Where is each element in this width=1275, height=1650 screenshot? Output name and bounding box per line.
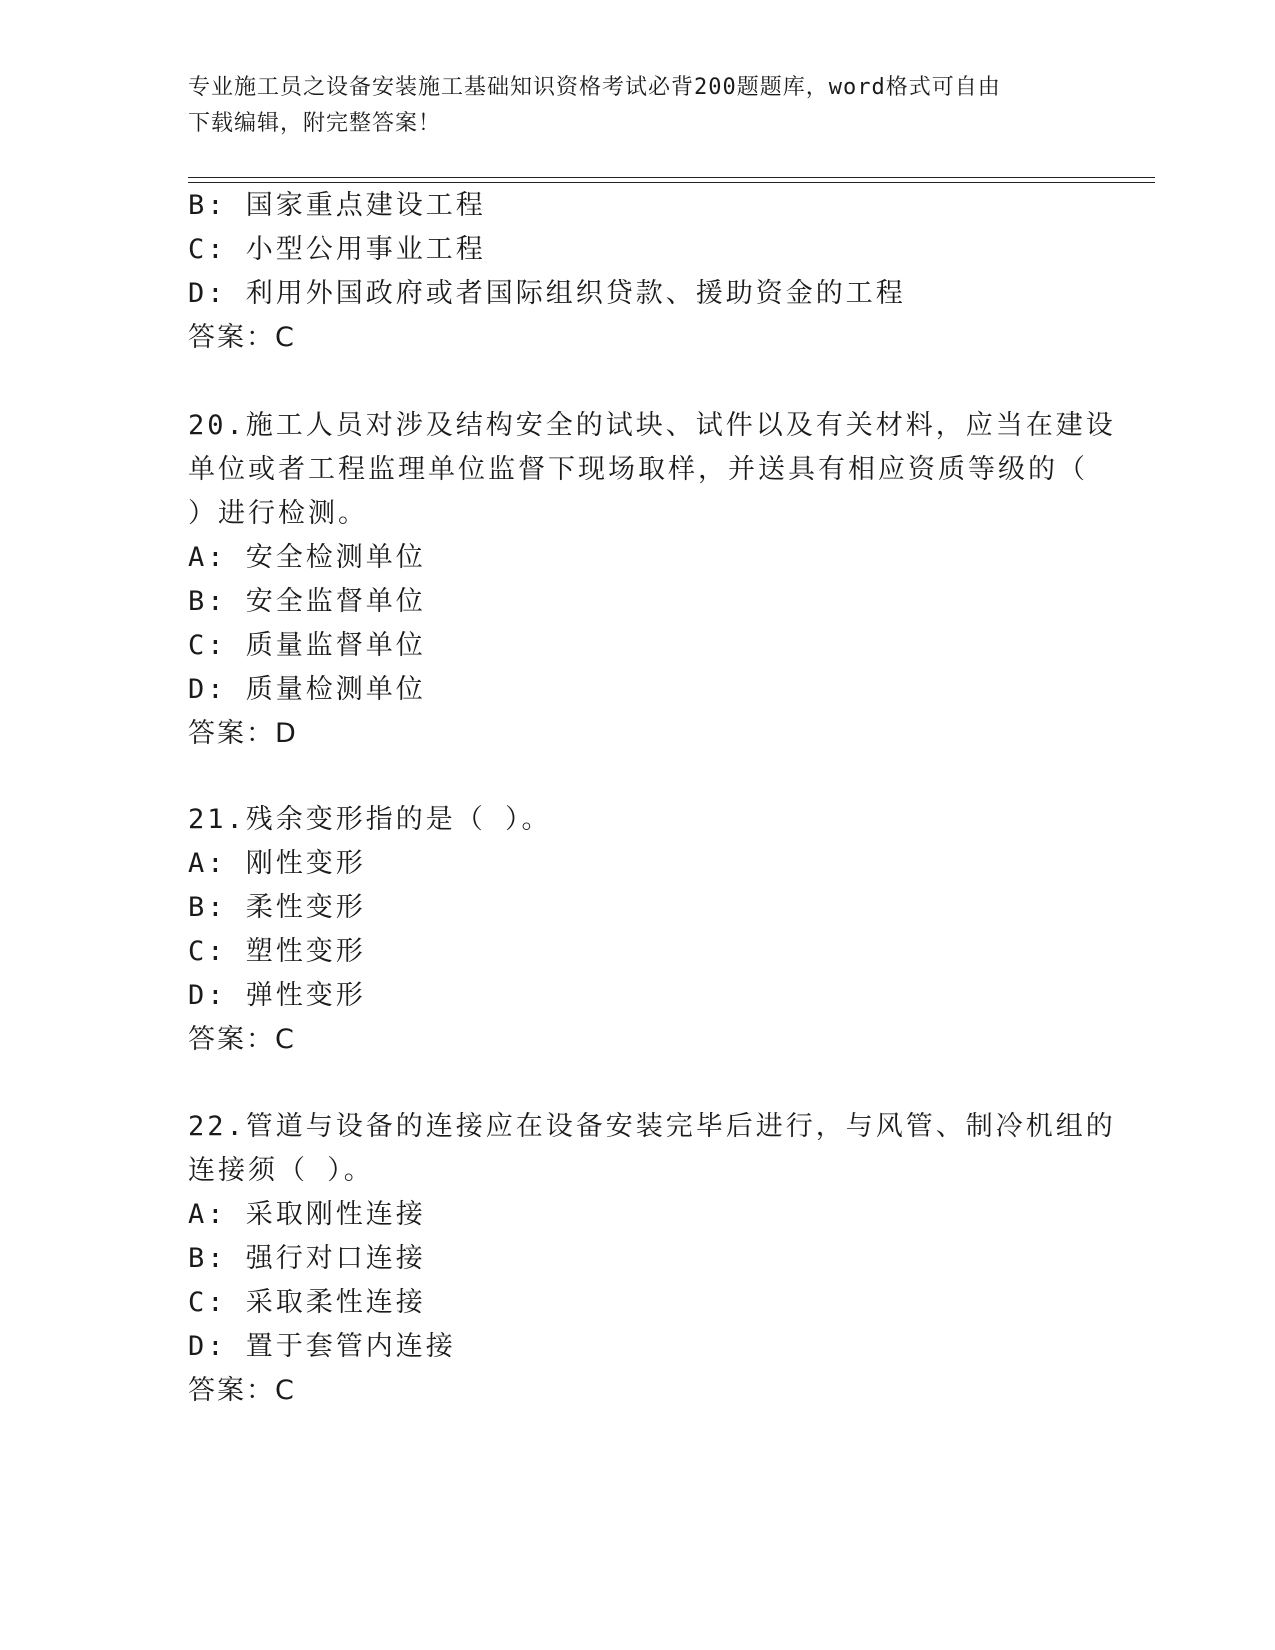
header-line-2: 下载编辑，附完整答案！ xyxy=(188,111,442,136)
q20-option-d: D: 质量检测单位 xyxy=(188,674,426,705)
header-line-1: 专业施工员之设备安装施工基础知识资格考试必背200题题库，word格式可自由 xyxy=(188,75,1001,100)
header-divider-top xyxy=(188,177,1155,178)
q20-stem-line-3: ）进行检测。 xyxy=(188,498,368,529)
q20-stem-line-1: 20.施工人员对涉及结构安全的试块、试件以及有关材料，应当在建设 xyxy=(188,410,1116,441)
q20-option-c: C: 质量监督单位 xyxy=(188,630,426,661)
q21-answer: 答案：C xyxy=(188,1024,296,1055)
document-header xyxy=(188,70,1088,142)
q21-option-a: A: 刚性变形 xyxy=(188,848,366,879)
header-divider-bottom xyxy=(188,182,1155,183)
q22-stem-line-2: 连接须（ ）。 xyxy=(188,1155,374,1186)
q21-stem-line-1: 21.残余变形指的是（ ）。 xyxy=(188,804,552,835)
q20-stem-line-2: 单位或者工程监理单位监督下现场取样，并送具有相应资质等级的（ xyxy=(188,454,1088,485)
q19-option-b: B: 国家重点建设工程 xyxy=(188,190,486,221)
q20-option-b: B: 安全监督单位 xyxy=(188,586,426,617)
q20-option-a: A: 安全检测单位 xyxy=(188,542,426,573)
q21-option-d: D: 弹性变形 xyxy=(188,980,366,1011)
q22-option-c: C: 采取柔性连接 xyxy=(188,1287,426,1318)
q20-answer: 答案：D xyxy=(188,718,298,749)
q19-option-c: C: 小型公用事业工程 xyxy=(188,234,486,265)
q22-answer: 答案：C xyxy=(188,1375,296,1406)
q22-stem-line-1: 22.管道与设备的连接应在设备安装完毕后进行，与风管、制冷机组的 xyxy=(188,1111,1116,1142)
q22-option-a: A: 采取刚性连接 xyxy=(188,1199,426,1230)
q21-option-b: B: 柔性变形 xyxy=(188,892,366,923)
q19-option-d: D: 利用外国政府或者国际组织贷款、援助资金的工程 xyxy=(188,278,906,309)
q22-option-b: B: 强行对口连接 xyxy=(188,1243,426,1274)
q21-option-c: C: 塑性变形 xyxy=(188,936,366,967)
q19-answer: 答案：C xyxy=(188,322,296,353)
q22-option-d: D: 置于套管内连接 xyxy=(188,1331,456,1362)
